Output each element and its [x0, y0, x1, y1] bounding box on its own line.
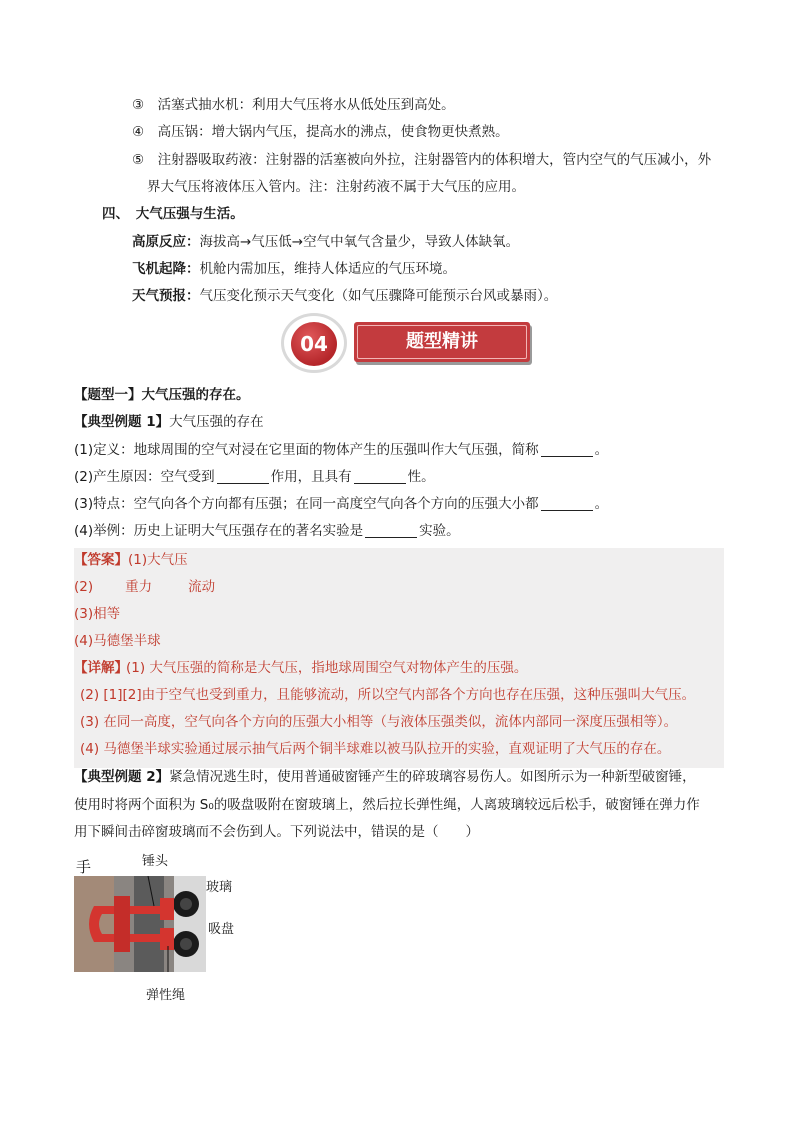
- figure-label-glass: 玻璃: [206, 880, 233, 895]
- term: 飞机起降：: [132, 261, 200, 277]
- list-item: ③ 活塞式抽水机：利用大气压将水从低处压到高处。: [132, 97, 455, 113]
- example-title: 大气压强的存在: [169, 414, 264, 430]
- section-heading: 四、 大气压强与生活。: [102, 206, 244, 222]
- answer-text: 流动: [188, 579, 216, 595]
- answer-line: [74, 577, 215, 597]
- window-breaker-illustration: [74, 876, 206, 972]
- figure-label-hand: 手: [76, 858, 92, 876]
- example-heading: [74, 767, 696, 787]
- example-heading: [74, 412, 264, 432]
- term-text: 机舱内需加压，维持人体适应的气压环境。: [199, 261, 456, 277]
- detail-line: (2) [1][2]由于空气也受到重力，且能够流动，所以空气内部各个方向也存在压强，这种压强叫大气压。: [80, 687, 696, 703]
- list-item: [132, 286, 557, 306]
- term: 天气预报：: [132, 288, 200, 304]
- answer-line: (3)相等: [74, 606, 121, 622]
- question-line: [74, 467, 435, 487]
- figure-label-rope: 弹性绳: [146, 988, 186, 1003]
- list-item: ④ 高压锅：增大锅内气压，提高水的沸点，使食物更快煮熟。: [132, 124, 509, 140]
- answer-text: (1)大气压: [128, 552, 188, 568]
- section-number: 04: [291, 322, 337, 366]
- figure-label-hammer: 锤头: [142, 854, 169, 869]
- question-text: 。: [594, 496, 609, 512]
- example-label: 【典型例题 1】: [74, 414, 170, 430]
- question-text: (4)举例：历史上证明大气压强存在的著名实验是: [74, 523, 364, 539]
- list-item: ⑤ 注射器吸取药液：注射器的活塞被向外拉，注射器管内的体积增大，管内空气的气压减小，外: [132, 152, 712, 168]
- answer-blank: [541, 442, 593, 457]
- answer-line: (4)马德堡半球: [74, 633, 161, 649]
- question-text: (2)产生原因：空气受到: [74, 469, 215, 485]
- example-label: 【典型例题 2】: [74, 769, 170, 785]
- answer-blank: [365, 523, 417, 538]
- question-type-heading: 【题型一】大气压强的存在。: [74, 387, 250, 403]
- answer-blank: [354, 469, 406, 484]
- question-text: 作用，且具有: [270, 469, 352, 485]
- question-text: 。: [594, 442, 609, 458]
- question-text: (3)特点：空气向各个方向都有压强；在同一高度空气向各个方向的压强大小都: [74, 496, 539, 512]
- answer-blank: [217, 469, 269, 484]
- answer-label: 【答案】: [74, 552, 128, 568]
- detail-label: 【详解】: [74, 660, 128, 676]
- question-text: 实验。: [419, 523, 460, 539]
- question-line: [74, 494, 608, 514]
- question-line: [74, 440, 608, 460]
- detail-line: (1) 大气压强的简称是大气压，指地球周围空气对物体产生的压强。: [126, 660, 528, 676]
- list-item: [132, 232, 519, 252]
- detail-line: (3) 在同一高度，空气向各个方向的压强大小相等（与液体压强类似，流体内部同一深度压强相等）。: [80, 714, 678, 730]
- question-line: 使用时将两个面积为 S₀的吸盘吸附在窗玻璃上，然后拉长弹性绳，人离玻璃较远后松手，破窗锤在弹力作: [74, 797, 700, 813]
- section-banner-title: 题型精讲: [357, 325, 527, 359]
- term: 高原反应：: [132, 234, 200, 250]
- question-text: 紧急情况逃生时，使用普通破窗锤产生的碎玻璃容易伤人。如图所示为一种新型破窗锤，: [169, 769, 696, 785]
- term-text: 海拔高→气压低→空气中氧气含量少，导致人体缺氧。: [199, 234, 520, 250]
- question-text: (1)定义：地球周围的空气对浸在它里面的物体产生的压强叫作大气压强，简称: [74, 442, 539, 458]
- question-text: 性。: [407, 469, 435, 485]
- answer-line: [74, 550, 188, 570]
- window-breaker-photo: [74, 876, 206, 972]
- section-banner: [354, 322, 530, 362]
- question-line: [74, 521, 460, 541]
- list-item-continuation: 界大气压将液体压入管内。注：注射药液不属于大气压的应用。: [147, 179, 525, 195]
- question-line: 用下瞬间击碎窗玻璃而不会伤到人。下列说法中，错误的是（ ）: [74, 824, 479, 840]
- answer-number: (2): [74, 579, 94, 595]
- detail-line: (4) 马德堡半球实验通过展示抽气后两个铜半球难以被马队拉开的实验，直观证明了大气压的存在。: [80, 741, 671, 757]
- answer-blank: [541, 496, 593, 511]
- figure-label-sucker: 吸盘: [208, 922, 235, 937]
- answer-text: 重力: [125, 579, 153, 595]
- term-text: 气压变化预示天气变化（如气压骤降可能预示台风或暴雨）。: [199, 288, 558, 304]
- list-item: [132, 259, 456, 279]
